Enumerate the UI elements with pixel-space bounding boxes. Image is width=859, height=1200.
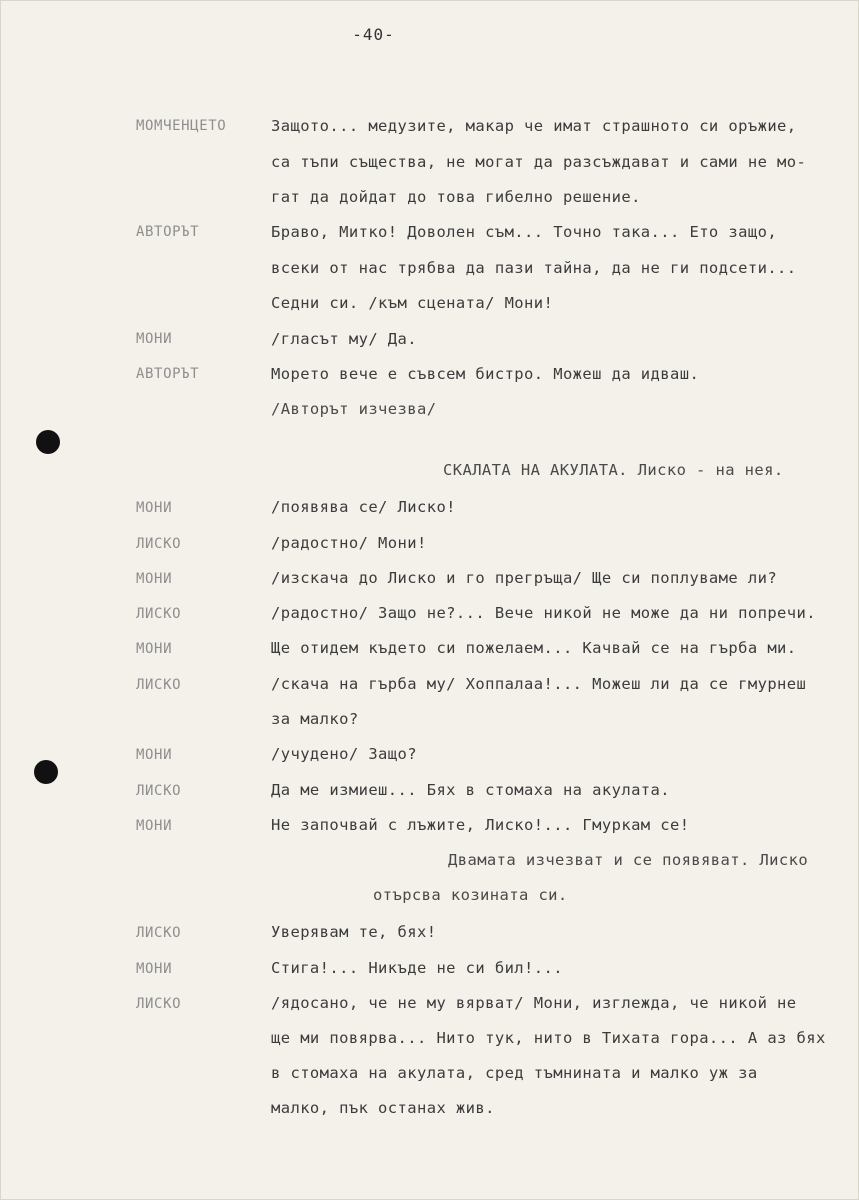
dialogue-line: са тъпи същества, не могат да разсъждават и сами не мо- (271, 153, 807, 171)
speaker-label: МОМЧЕНЦЕТО (136, 118, 227, 134)
speaker-label: МОНИ (136, 818, 173, 834)
page-number: -40- (352, 25, 395, 44)
speaker-label: ЛИСКО (136, 677, 182, 693)
dialogue-line: гат да дойдат до това гибелно решение. (271, 188, 641, 206)
dialogue-line: /гласът му/ Да. (271, 330, 417, 348)
dialogue-line: Да ме измиеш... Бях в стомаха на акулата. (271, 781, 671, 799)
speaker-label: ЛИСКО (136, 996, 182, 1012)
dialogue-line: Браво, Митко! Доволен съм... Точно така... Ето защо, (271, 223, 778, 241)
speaker-label: МОНИ (136, 961, 173, 977)
dialogue-line: /учудено/ Защо? (271, 745, 417, 763)
dialogue-line: /изскача до Лиско и го прегръща/ Ще си поплуваме ли? (271, 569, 778, 587)
dialogue-line: за малко? (271, 710, 359, 728)
dialogue-line: Защото... медузите, макар че имат страшното си оръжие, (271, 117, 797, 135)
dialogue-line: в стомаха на акулата, сред тъмнината и малко уж за (271, 1064, 758, 1082)
speaker-label: МОНИ (136, 747, 173, 763)
stage-direction: /Авторът изчезва/ (271, 400, 437, 418)
dialogue-line: ще ми повярва... Нито тук, нито в Тихата гора... А аз бях (271, 1029, 826, 1047)
speaker-label: ЛИСКО (136, 783, 182, 799)
dialogue-line: Морето вече е съвсем бистро. Можеш да идваш. (271, 365, 700, 383)
dialogue-line: Седни си. /към сцената/ Мони! (271, 294, 554, 312)
dialogue-line: /радостно/ Защо не?... Вече никой не може да ни попречи. (271, 604, 816, 622)
dialogue-line: малко, пък останах жив. (271, 1099, 495, 1117)
speaker-label: МОНИ (136, 331, 173, 347)
speaker-label: ЛИСКО (136, 536, 182, 552)
dialogue-line: Стига!... Никъде не си бил!... (271, 959, 563, 977)
punch-hole-bottom (34, 760, 58, 784)
stage-direction: отърсва козината си. (373, 886, 568, 904)
speaker-label: МОНИ (136, 571, 173, 587)
dialogue-line: Ще отидем където си пожелаем... Качвай се на гърба ми. (271, 639, 797, 657)
speaker-label: ЛИСКО (136, 606, 182, 622)
stage-direction: Двамата изчезват и се появяват. Лиско (448, 851, 809, 869)
dialogue-line: /скача на гърба му/ Хоппалаа!... Можеш ли да се гмурнеш (271, 675, 807, 693)
dialogue-line: /ядосано, че не му вярват/ Мони, изглежда, че никой не (271, 994, 797, 1012)
speaker-label: АВТОРЪТ (136, 224, 200, 240)
punch-hole-top (36, 430, 60, 454)
speaker-label: ЛИСКО (136, 925, 182, 941)
speaker-label: АВТОРЪТ (136, 366, 200, 382)
dialogue-line: всеки от нас трябва да пази тайна, да не ги подсети... (271, 259, 797, 277)
speaker-label: МОНИ (136, 500, 173, 516)
dialogue-line: /появява се/ Лиско! (271, 498, 456, 516)
dialogue-line: Уверявам те, бях! (271, 923, 437, 941)
speaker-label: МОНИ (136, 641, 173, 657)
dialogue-line: Не започвай с лъжите, Лиско!... Гмуркам се! (271, 816, 690, 834)
scene-heading: СКАЛАТА НА АКУЛАТА. Лиско - на нея. (443, 461, 784, 479)
dialogue-line: /радостно/ Мони! (271, 534, 427, 552)
